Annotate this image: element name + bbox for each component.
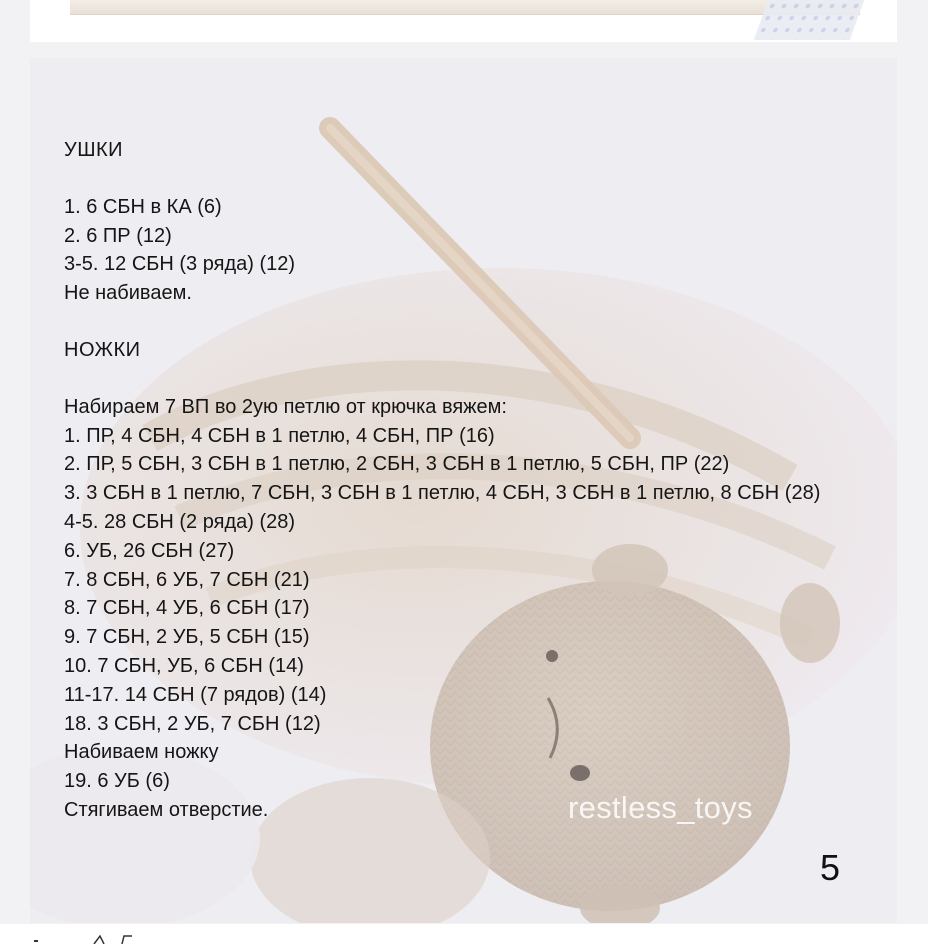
legs-closing-note: Стягиваем отверстие.: [64, 798, 269, 821]
previous-page-strip: [70, 0, 860, 15]
ears-row-1: 1. 6 СБН в КА (6): [64, 195, 222, 218]
ears-row-3: 3-5. 12 СБН (3 ряда) (12): [64, 253, 296, 276]
next-page-fragment: [34, 934, 154, 944]
legs-heading: НОЖКИ: [64, 338, 141, 361]
pattern-page: [30, 58, 897, 923]
legs-row-1: 1. ПР, 4 СБН, 4 СБН в 1 петлю, 4 СБН, ПР (16): [64, 424, 495, 447]
legs-row-10: 10. 7 СБН, УБ, 6 СБН (14): [64, 654, 304, 677]
legs-row-3: 3. 3 СБН в 1 петлю, 7 СБН, 3 СБН в 1 петлю, 4 СБН, 3 СБН в 1 петлю, 8 СБН (28): [64, 482, 821, 505]
legs-row-6: 6. УБ, 26 СБН (27): [64, 539, 235, 562]
legs-row-11-17: 11-17. 14 СБН (7 рядов) (14): [64, 683, 327, 706]
legs-row-19: 19. 6 УБ (6): [64, 770, 170, 793]
pattern-text: [64, 136, 894, 825]
ears-heading: УШКИ: [64, 139, 124, 161]
washi-tape-decoration: [754, 0, 865, 40]
legs-row-7: 7. 8 СБН, 6 УБ, 7 СБН (21): [64, 568, 310, 591]
ears-row-2: 2. 6 ПР (12): [64, 224, 172, 247]
ears-note: Не набиваем.: [64, 282, 192, 305]
previous-page-card: [30, 0, 897, 42]
legs-row-9: 9. 7 СБН, 2 УБ, 5 СБН (15): [64, 626, 310, 649]
legs-row-4-5: 4-5. 28 СБН (2 ряда) (28): [64, 510, 296, 533]
legs-row-2: 2. ПР, 5 СБН, 3 СБН в 1 петлю, 2 СБН, 3 СБН в 1 петлю, 5 СБН, ПР (22): [64, 453, 730, 476]
legs-row-18: 18. 3 СБН, 2 УБ, 7 СБН (12): [64, 712, 321, 735]
page-number: 5: [820, 847, 841, 888]
watermark: restless_toys: [568, 790, 753, 825]
legs-row-8: 8. 7 СБН, 4 УБ, 6 СБН (17): [64, 597, 310, 620]
legs-stuffing-note: Набиваем ножку: [64, 741, 219, 764]
legs-intro: Набираем 7 ВП во 2ую петлю от крючка вяжем:: [64, 395, 507, 418]
